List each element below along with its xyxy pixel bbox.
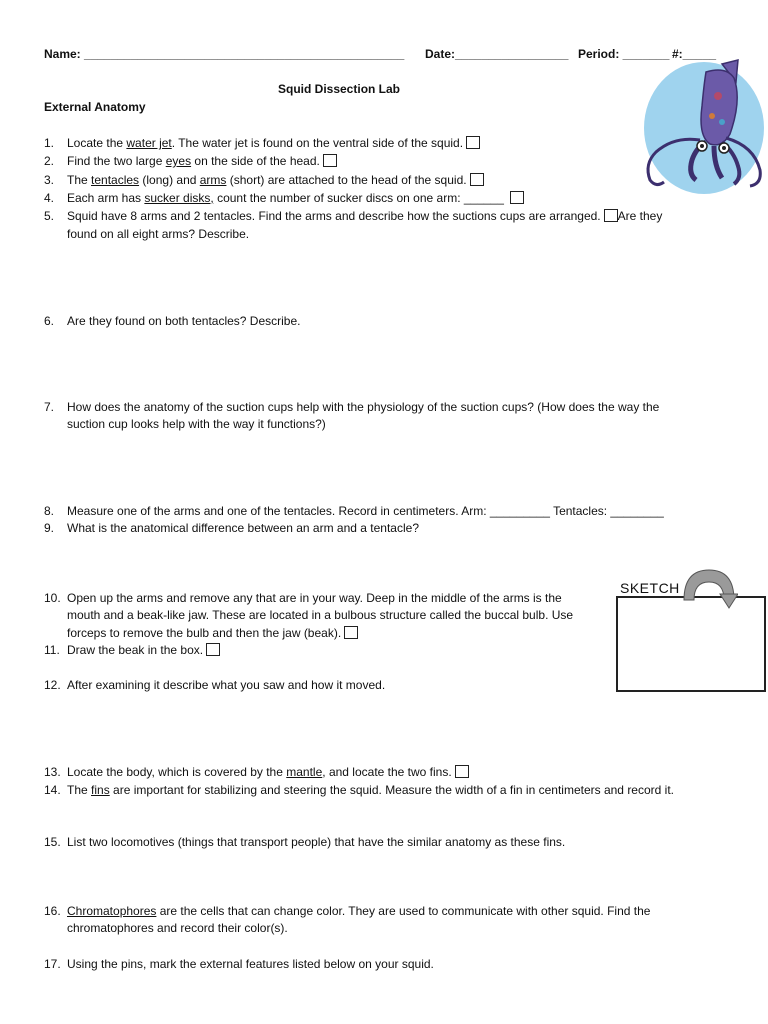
question-text: are the cells that can change color. They are used to communicate with other squid. Find the [156,904,651,918]
question-number: 2. [44,154,55,168]
question-text: mouth and a beak-like jaw. These are located in a bulbous structure called the buccal bulb. Use [67,608,574,622]
question-number: 11. [44,643,60,657]
squid-icon [626,56,768,204]
question-number: 7. [44,400,55,414]
question-number: 17. [44,957,61,971]
question-text: chromatophores and record their color(s). [67,921,288,935]
term-mantle: mantle [286,765,323,779]
question-text: Squid have 8 arms and 2 tentacles. Find the arms and describe how the suctions cups are arranged. [67,209,601,223]
question-16-continued [67,920,288,937]
squid-illustration [626,56,768,204]
question-text: List two locomotives (things that transport people) that have the similar anatomy as these fins. [67,835,566,849]
question-text: After examining it describe what you saw and how it moved. [67,678,386,692]
checkbox[interactable] [344,626,358,639]
question-text: How does the anatomy of the suction cups help with the physiology of the suction cups? (How does the way the [67,400,660,414]
question-number: 16. [44,904,61,918]
checkbox[interactable] [604,209,618,222]
period-field-label[interactable]: Period: _______ [578,47,670,61]
question-text: Find the two large [67,154,166,168]
question-text: Each arm has [67,191,145,205]
question-text: Using the pins, mark the external features listed below on your squid. [67,957,434,971]
question-text: (short) are attached to the head of the squid. [226,173,467,187]
checkbox[interactable] [455,765,469,778]
question-text: Locate the [67,136,127,150]
name-field-label[interactable]: Name: ________________________________________________ [44,47,405,61]
question-number: 3. [44,173,55,187]
term-arms: arms [199,173,227,187]
question-10-continued [67,607,573,624]
term-tentacles: tentacles [91,173,140,187]
term-eyes: eyes [165,154,192,168]
sketch-label: SKETCH [620,580,680,596]
question-text: Draw the beak in the box. [67,643,204,657]
term-chromatophores: Chromatophores [67,904,157,918]
question-text: , and locate the two fins. [322,765,452,779]
question-5-continued [67,226,249,243]
question-number: 5. [44,209,55,223]
checkbox[interactable] [470,173,484,186]
section-heading: External Anatomy [44,100,146,114]
checkbox[interactable] [510,191,524,204]
term-fins: fins [91,783,110,797]
question-text: are important for stabilizing and steering the squid. Measure the width of a fin in centimeters and record it. [109,783,674,797]
question-number: 10. [44,591,61,605]
question-text: The [67,173,92,187]
page-title: Squid Dissection Lab [278,82,401,96]
question-number: 4. [44,191,55,205]
question-text: What is the anatomical difference between an arm and a tentacle? [67,521,419,535]
checkbox[interactable] [206,643,220,656]
question-text: Are they [617,209,663,223]
question-text: Locate the body, which is covered by the [67,765,287,779]
term-sucker-disks: sucker disks, [144,191,214,205]
checkbox[interactable] [466,136,480,149]
question-number: 1. [44,136,55,150]
question-text: count the number of sucker discs on one arm: ______ [213,191,504,205]
question-text: (long) and [139,173,200,187]
question-text: suction cup looks help with the way it functions?) [67,417,326,431]
question-text: Are they found on both tentacles? Describe. [67,314,301,328]
question-text: Open up the arms and remove any that are in your way. Deep in the middle of the arms is the [67,591,562,605]
question-text: . The water jet is found on the ventral side of the squid. [171,136,464,150]
checkbox[interactable] [323,154,337,167]
question-number: 13. [44,765,61,779]
question-10-continued [67,625,358,642]
question-7-continued [67,416,326,433]
question-number: 9. [44,521,55,535]
number-field-label[interactable]: #:_____ [672,47,717,61]
question-number: 12. [44,678,61,692]
question-text: on the side of the head. [191,154,320,168]
question-number: 15. [44,835,61,849]
question-number: 14. [44,783,61,797]
question-text: forceps to remove the bulb and then the jaw (beak). [67,626,342,640]
date-field-label[interactable]: Date:_________________ [425,47,569,61]
question-number: 8. [44,504,55,518]
question-text: Measure one of the arms and one of the tentacles. Record in centimeters. Arm: _________ Tentacles: ________ [67,504,664,518]
question-text: The [67,783,92,797]
question-text: found on all eight arms? Describe. [67,227,250,241]
sketch-tab-icon [680,566,738,614]
term-water-jet: water jet [126,136,172,150]
question-number: 6. [44,314,55,328]
